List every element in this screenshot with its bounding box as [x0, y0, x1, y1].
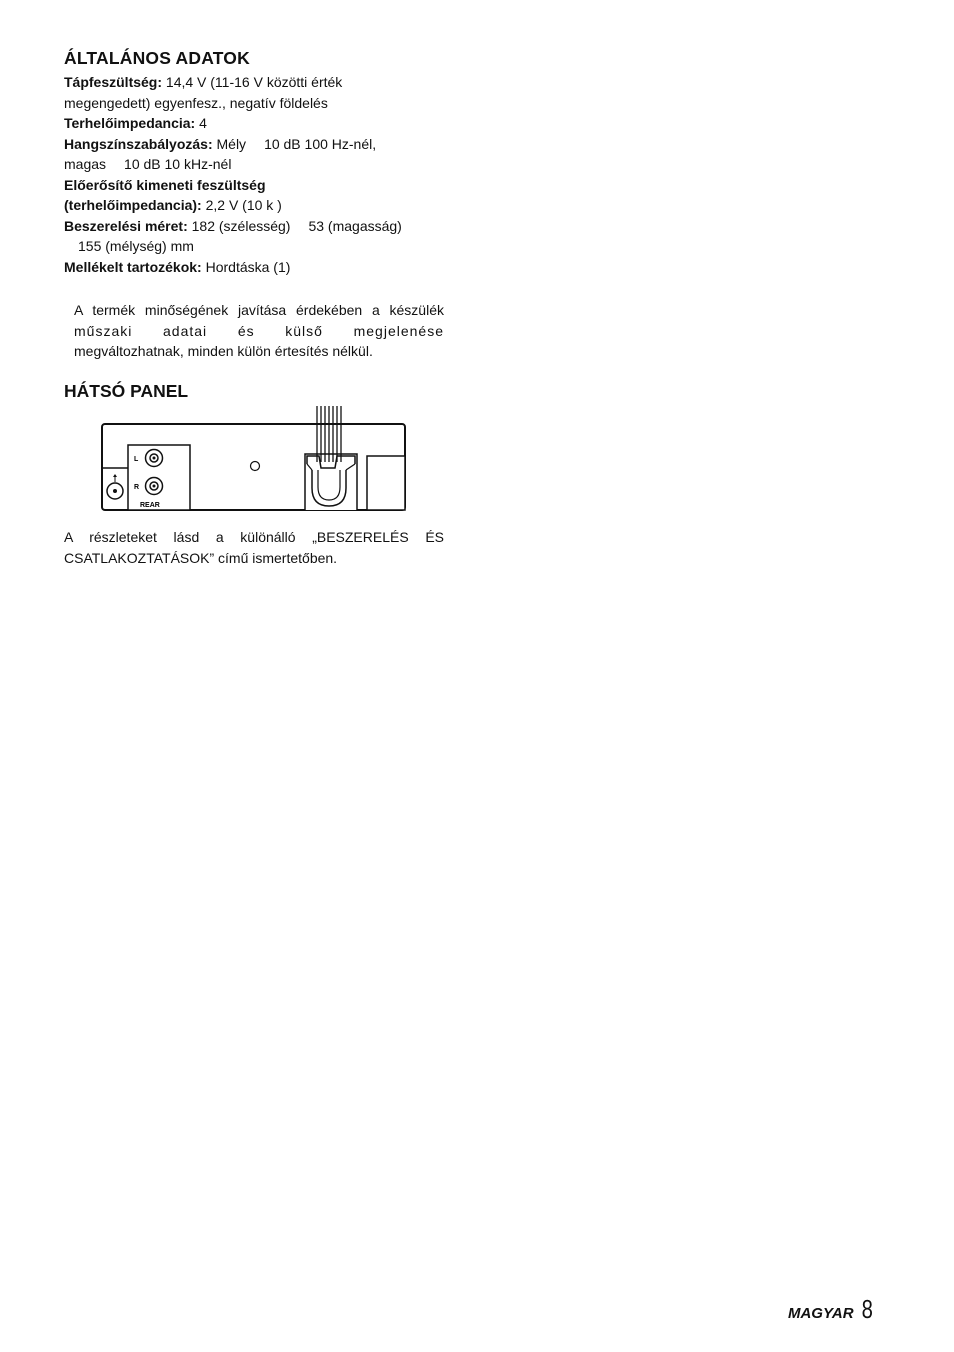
spec-power-label: Tápfeszültség:	[64, 74, 163, 90]
spec-tone-cont	[64, 154, 444, 175]
spec-accessories-label: Mellékelt tartozékok:	[64, 258, 202, 275]
spec-size-height: 53 (magasság)	[308, 217, 402, 234]
spec-tone-treble-value: 10 dB 10 kHz-nél	[124, 156, 232, 172]
detail-reference	[64, 527, 444, 569]
spec-size-label: Beszerelési méret:	[64, 217, 188, 234]
notice-line-2: műszaki adatai és külső megjelenése	[74, 322, 444, 339]
label-rear: REAR	[140, 502, 160, 509]
screw-hole-icon	[251, 462, 260, 471]
spec-accessories-value: Hordtáska (1)	[205, 258, 291, 275]
spec-accessories	[64, 257, 444, 278]
spec-power-value: 14,4 V (11-16 V közötti érték	[165, 74, 343, 90]
power-connector-housing	[305, 454, 357, 510]
spec-tone-treble: magas	[64, 156, 107, 172]
spec-preamp	[64, 195, 444, 216]
spec-preamp-label-1: Előerősítő kimeneti feszültség	[64, 176, 266, 193]
page-footer	[788, 1294, 874, 1325]
spec-preamp-label	[64, 175, 444, 196]
page-number: 8	[861, 1294, 873, 1324]
spec-load	[64, 113, 444, 134]
spec-power-cont: megengedett) egyenfesz., negatív földelés	[64, 94, 328, 111]
specification-notice	[74, 300, 444, 362]
detail-line-2: CSATLAKOZTATÁSOK” című ismertetőben.	[64, 550, 338, 566]
spec-size-width: 182 (szélesség)	[191, 217, 291, 234]
footer-language: MAGYAR	[787, 1305, 854, 1322]
spec-list	[64, 72, 444, 277]
notice-line-3: megváltozhatnak, minden külön értesítés nélkül.	[74, 343, 373, 359]
spec-tone-bass: Mély	[216, 135, 247, 152]
detail-line-1: A részleteket lásd a különálló „BESZERELÉS ÉS	[64, 529, 444, 545]
general-data-heading: ÁLTALÁNOS ADATOK	[64, 48, 250, 68]
spec-tone-bass-value: 10 dB 100 Hz-nél,	[264, 135, 377, 152]
spec-tone-label: Hangszínszabályozás:	[64, 135, 213, 152]
spec-load-value: 4	[199, 115, 207, 131]
spec-load-label: Terhelőimpedancia:	[64, 115, 196, 131]
notice-line-1: A termék minőségének javítása érdekében a készülék	[74, 302, 444, 318]
spec-preamp-label-2: (terhelőimpedancia):	[64, 197, 202, 213]
spec-tone	[64, 134, 444, 155]
rear-panel-diagram	[100, 404, 410, 514]
label-l: L	[134, 456, 139, 463]
label-r: R	[134, 484, 140, 491]
spec-size-depth: 155 (mélység) mm	[78, 238, 194, 254]
spec-preamp-value: 2,2 V (10 k )	[205, 197, 282, 213]
spec-power	[64, 72, 444, 93]
spec-size	[64, 216, 444, 237]
rear-panel-heading: HÁTSÓ PANEL	[64, 381, 189, 401]
side-slot	[367, 456, 405, 510]
